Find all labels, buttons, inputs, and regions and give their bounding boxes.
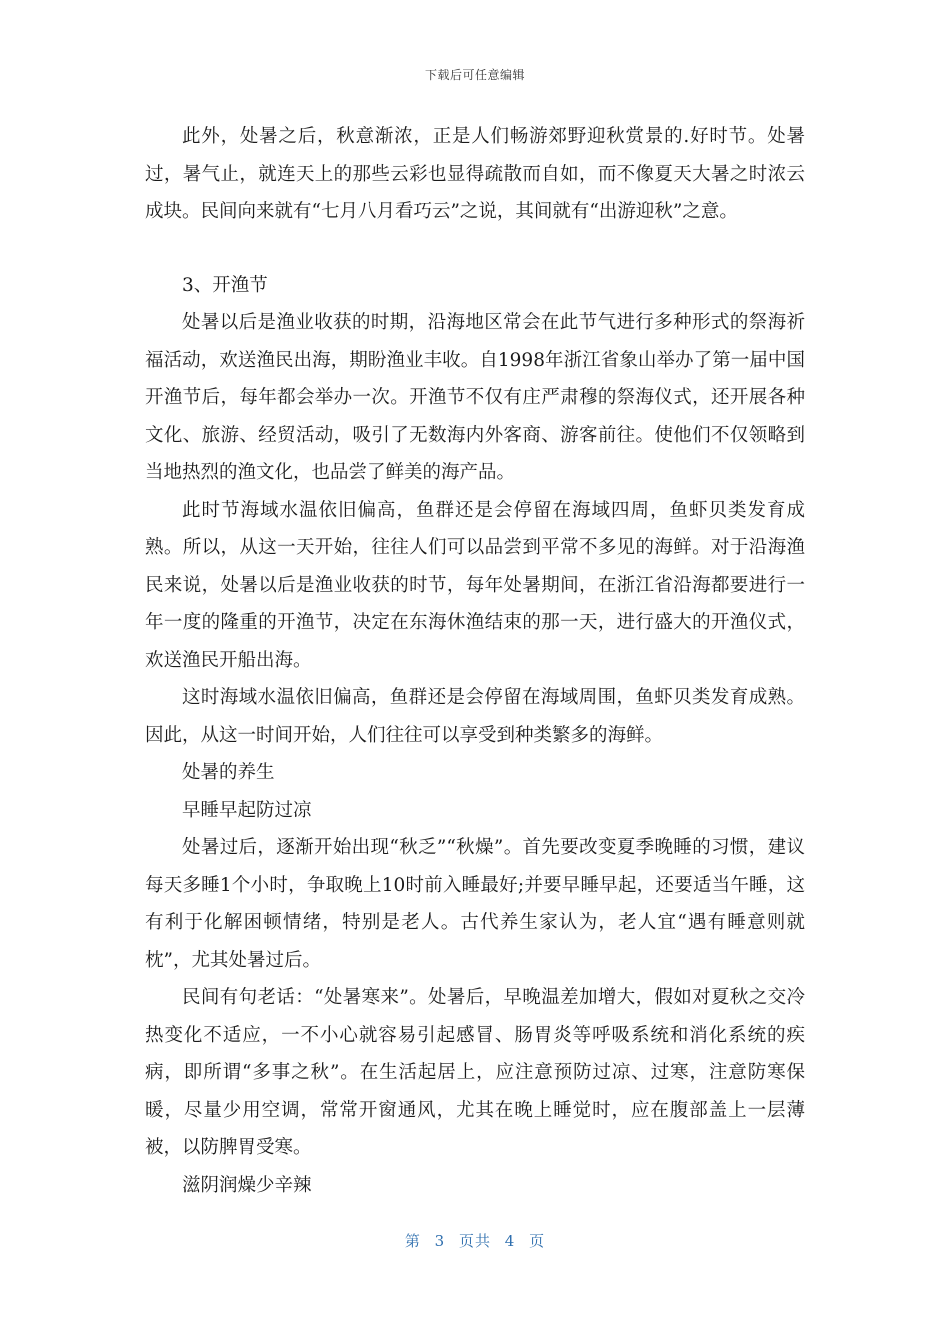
page-number-prefix: 第 [404,1232,421,1250]
page-number-middle: 页共 [458,1232,491,1250]
paragraph-fishing-festival: 处暑以后是渔业收获的时期，沿海地区常会在此节气进行多种形式的祭海祈福活动，欢送渔民出海，期盼渔业丰收。自1998年浙江省象山举办了第一届中国开渔节后，每年都会举办一次。开渔节不仅有庄严肃穆的祭海仪式，还开展各种文化、旅游、经贸活动，吸引了无数海内外客商、游客前往。使他们不仅领略到当地热烈的渔文化，也品尝了鲜美的海产品。 [145,312,805,483]
page-number-suffix: 页 [529,1232,546,1250]
page-number-current: 3 [434,1232,446,1250]
document-body [145,118,805,1204]
page-number-total: 4 [504,1232,516,1250]
subheading-sleep: 早睡早起防过凉 [182,799,312,821]
page-header: 下载后可任意编辑 [424,68,525,82]
paragraph-sea-temperature: 此时节海域水温依旧偏高，鱼群还是会停留在海域四周，鱼虾贝类发育成熟。所以，从这一天开始，往往人们可以品尝到平常不多见的海鲜。对于沿海渔民来说，处暑以后是渔业收获的时节，每年处暑期间，在浙江省沿海都要进行一年一度的隆重的开渔节，决定在东海休渔结束的那一天，进行盛大的开渔仪式，欢送渔民开船出海。 [145,499,805,671]
section-heading-health: 处暑的养生 [182,762,275,783]
subheading-nourish: 滋阴润燥少辛辣 [182,1174,312,1196]
section-heading-fishing-festival: 3、开渔节 [182,274,268,296]
paragraph-seafood: 这时海域水温依旧偏高，鱼群还是会停留在海域周围，鱼虾贝类发育成熟。因此，从这一时间开始，人们往往可以享受到种类繁多的海鲜。 [145,687,805,746]
page-number [0,1230,950,1251]
paragraph-cold-prevention: 民间有句老话：“处暑寒来”。处暑后，早晚温差加增大，假如对夏秋之交冷热变化不适应，一不小心就容易引起感冒、肠胃炎等呼吸系统和消化系统的疾病，即所谓“多事之秋”。在生活起居上，应注意预防过凉、过寒，注意防寒保暖，尽量少用空调，常常开窗通风，尤其在晚上睡觉时，应在腹部盖上一层薄被，以防脾胃受寒。 [145,987,805,1158]
paragraph-autumn-outing: 此外，处暑之后，秋意渐浓，正是人们畅游郊野迎秋赏景的.好时节。处暑过，暑气止，就连天上的那些云彩也显得疏散而自如，而不像夏天大暑之时浓云成块。民间向来就有“七月八月看巧云”之说，其间就有“出游迎秋”之意。 [145,126,805,222]
paragraph-sleep: 处暑过后，逐渐开始出现“秋乏”“秋燥”。首先要改变夏季晚睡的习惯，建议每天多睡1个小时，争取晚上10时前入睡最好;并要早睡早起，还要适当午睡，这有利于化解困顿情绪，特别是老人。古代养生家认为，老人宜“遇有睡意则就枕”，尤其处暑过后。 [145,837,805,971]
